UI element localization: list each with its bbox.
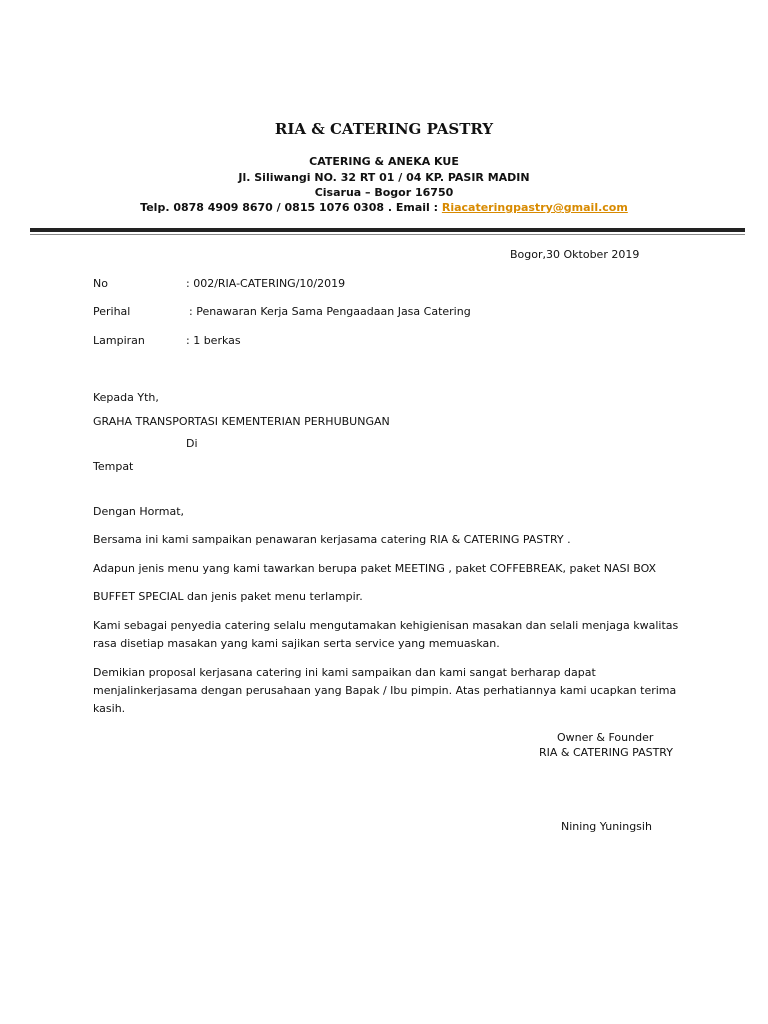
recipient-di: Di bbox=[186, 437, 198, 450]
paragraph-1: Bersama ini kami sampaikan penawaran kerjasama catering RIA & CATERING PASTRY . bbox=[93, 533, 571, 546]
perihal-label: Perihal bbox=[93, 305, 131, 318]
recipient-tempat: Tempat bbox=[93, 460, 134, 473]
paragraph-3-line-1: Kami sebagai penyedia catering selalu mengutamakan kehigienisan masakan dan selali menjaga kwalitas bbox=[93, 619, 679, 632]
signature-name: Nining Yuningsih bbox=[561, 820, 652, 833]
paragraph-4-line-2: menjalinkerjasama dengan perusahaan yang Bapak / Ibu pimpin. Atas perhatiannya kami ucapkan terima bbox=[93, 684, 677, 697]
paragraph-4-line-1: Demikian proposal kerjasana catering ini kami sampaikan dan kami sangat berharap dapat bbox=[93, 666, 596, 679]
paragraph-4-line-3: kasih. bbox=[93, 702, 126, 715]
header-divider-thin bbox=[30, 234, 745, 235]
paragraph-3-line-2: rasa disetiap masakan yang kami sajikan serta service yang memuaskan. bbox=[93, 637, 500, 650]
recipient-name: GRAHA TRANSPORTASI KEMENTERIAN PERHUBUNGAN bbox=[93, 415, 390, 428]
email-link[interactable]: Riacateringpastry@gmail.com bbox=[441, 201, 628, 214]
paragraph-2-line-1: Adapun jenis menu yang kami tawarkan berupa paket MEETING , paket COFFEBREAK, paket NASI BOX bbox=[93, 562, 657, 575]
header-divider-thick bbox=[30, 228, 745, 232]
no-label: No bbox=[93, 277, 108, 290]
paragraph-2-line-2: BUFFET SPECIAL dan jenis paket menu terlampir. bbox=[93, 590, 363, 603]
salutation: Dengan Hormat, bbox=[93, 505, 184, 518]
lampiran-label: Lampiran bbox=[93, 334, 145, 347]
letter-date: Bogor,30 Oktober 2019 bbox=[510, 248, 640, 261]
company-tagline: CATERING & ANEKA KUE bbox=[309, 155, 459, 168]
lampiran-value: : 1 berkas bbox=[186, 334, 241, 347]
signature-role: Owner & Founder bbox=[557, 731, 654, 744]
company-title: RIA & CATERING PASTRY bbox=[274, 120, 494, 138]
company-address-line2: Cisarua – Bogor 16750 bbox=[314, 186, 454, 199]
perihal-value: : Penawaran Kerja Sama Pengaadaan Jasa Catering bbox=[189, 305, 471, 318]
company-address-line1: Jl. Siliwangi NO. 32 RT 01 / 04 KP. PASIR MADIN bbox=[238, 171, 530, 184]
recipient-kepada: Kepada Yth, bbox=[93, 391, 159, 404]
contact-phones: Telp. 0878 4909 8670 / 0815 1076 0308 . Email : bbox=[140, 201, 442, 214]
signature-company: RIA & CATERING PASTRY bbox=[539, 746, 673, 759]
no-value: : 002/RIA-CATERING/10/2019 bbox=[186, 277, 346, 290]
company-contact bbox=[0, 201, 768, 214]
